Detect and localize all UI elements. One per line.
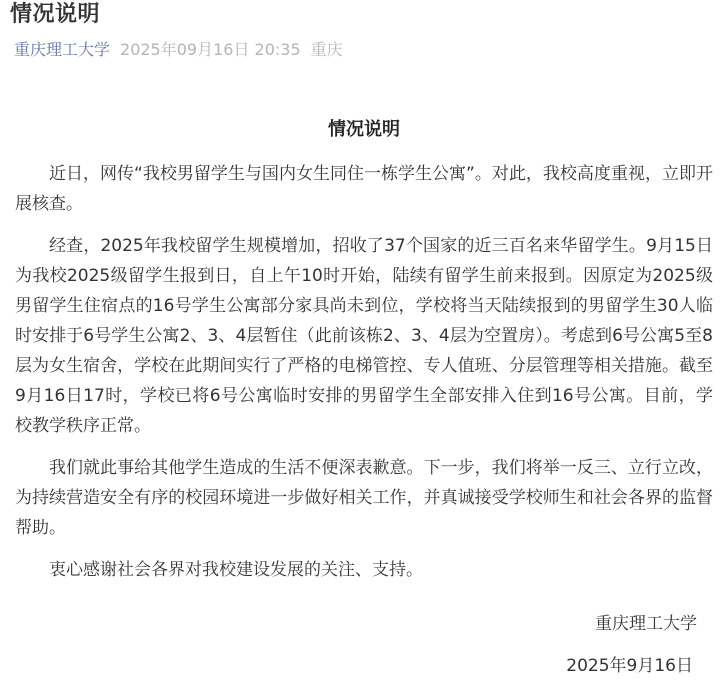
page-title: 情况说明 — [10, 2, 101, 27]
page-header — [0, 0, 728, 59]
signature: 重庆理工大学 — [595, 614, 697, 634]
article-body — [0, 115, 728, 681]
paragraph-2: 经查，2025年我校留学生规模增加，招收了37个国家的近三百名来华留学生。9月15日为我校2025级留学生报到日，自上午10时开始，陆续有留学生前来报到。因原定为2025级男留学生住宿点的16号学生公寓部分家具尚未到位，学校将当天陆续报到的男留学生30人临时安排于6号学生公寓2、3、4层暂住（此前该栋2、3、4层为空置房）。考虑到6号公寓5至8层为女生宿舍，学校在此期间实行了严格的电梯管控、专人值班、分层管理等相关措施。截至9月16日17时，学校已将6号公寓临时安排的男留学生全部安排入住到16号公寓。目前，学校教学秩序正常。 — [15, 236, 713, 436]
signature-date: 2025年9月16日 — [566, 656, 693, 676]
publish-location: 重庆 — [310, 40, 343, 59]
paragraph-4: 衷心感谢社会各界对我校建设发展的关注、支持。 — [49, 560, 423, 580]
byline — [10, 41, 718, 59]
publish-datetime: 2025年09月16日 20:35 — [120, 40, 301, 59]
article-title: 情况说明 — [328, 119, 400, 140]
paragraph-3: 我们就此事给其他学生造成的生活不便深表歉意。下一步，我们将举一反三、立行立改，为持续营造安全有序的校园环境进一步做好相关工作，并真诚接受学校师生和社会各界的监督帮助。 — [15, 458, 713, 538]
author-link[interactable]: 重庆理工大学 — [14, 40, 111, 59]
paragraph-1: 近日，网传“我校男留学生与国内女生同住一栋学生公寓”。对此，我校高度重视，立即开展核查。 — [15, 164, 713, 214]
